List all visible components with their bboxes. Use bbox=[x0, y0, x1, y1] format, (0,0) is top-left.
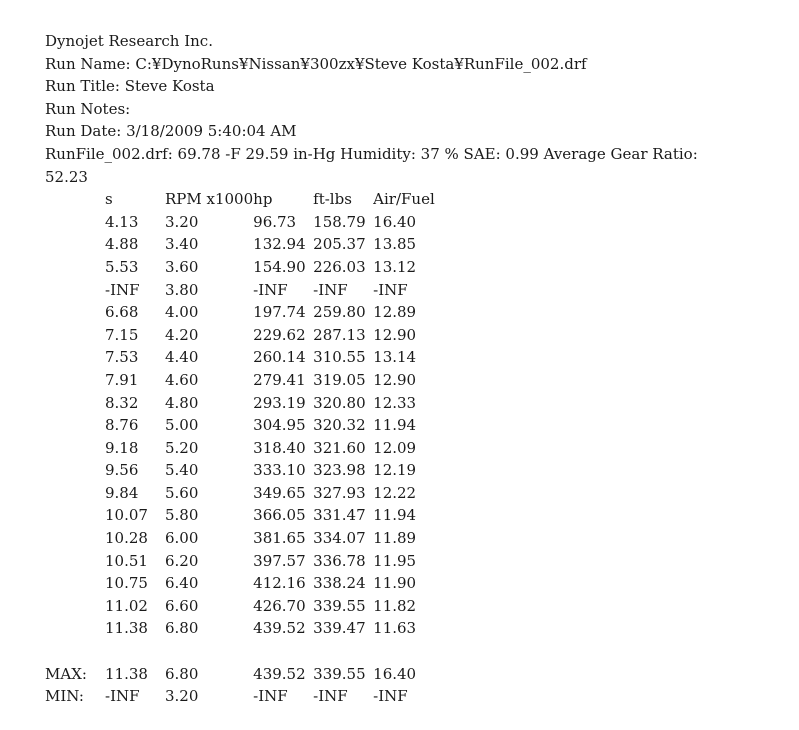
cell-rpm: 6.00 bbox=[165, 529, 199, 548]
cell-air-fuel: 11.94 bbox=[373, 416, 417, 435]
cell-hp: 349.65 bbox=[253, 483, 306, 502]
cell-rpm: 5.80 bbox=[165, 506, 199, 525]
gear-ratio-value: 52.23 bbox=[45, 167, 88, 186]
cell-torque: 226.03 bbox=[313, 257, 366, 276]
row-indent bbox=[45, 572, 105, 595]
cell-rpm: 6.60 bbox=[165, 596, 199, 615]
cell-s: 10.28 bbox=[105, 529, 148, 548]
cell-s: -INF bbox=[105, 280, 140, 299]
cell-air-fuel: 11.94 bbox=[373, 506, 417, 525]
cell-s: 9.56 bbox=[105, 461, 139, 480]
cell-s: 6.68 bbox=[105, 303, 139, 322]
cell-rpm: 4.40 bbox=[165, 348, 199, 367]
cell-rpm: 5.20 bbox=[165, 438, 199, 457]
cell-torque: 339.47 bbox=[313, 619, 366, 638]
row-indent bbox=[45, 279, 105, 302]
summary-cell-rpm: 3.20 bbox=[165, 687, 199, 706]
table-row bbox=[45, 504, 483, 527]
cell-air-fuel: 12.09 bbox=[373, 438, 417, 457]
cell-rpm: 6.80 bbox=[165, 619, 199, 638]
cell-hp: 366.05 bbox=[253, 506, 306, 525]
cell-torque: 334.07 bbox=[313, 529, 366, 548]
cell-s: 9.84 bbox=[105, 483, 139, 502]
cell-rpm: 4.20 bbox=[165, 325, 199, 344]
cell-rpm: 3.60 bbox=[165, 257, 199, 276]
column-header-rpm: RPM x1000 bbox=[165, 190, 254, 209]
dyno-report bbox=[45, 30, 785, 708]
table-header-row bbox=[45, 188, 483, 211]
row-indent bbox=[45, 256, 105, 279]
company-name: Dynojet Research Inc. bbox=[45, 32, 213, 50]
run-date: Run Date: 3/18/2009 5:40:04 AM bbox=[45, 122, 297, 141]
row-indent bbox=[45, 459, 105, 482]
summary-cell-air-fuel: -INF bbox=[373, 687, 408, 706]
column-header-hp: hp bbox=[253, 190, 273, 209]
cell-hp: 397.57 bbox=[253, 551, 306, 570]
row-indent bbox=[45, 414, 105, 437]
cell-rpm: 3.20 bbox=[165, 212, 199, 231]
run-notes: Run Notes: bbox=[45, 99, 131, 118]
summary-label: MIN: bbox=[45, 687, 84, 706]
summary-spacer bbox=[45, 640, 483, 663]
summary-cell-torque: 339.55 bbox=[313, 664, 366, 683]
cell-air-fuel: 12.22 bbox=[373, 483, 417, 502]
row-indent bbox=[45, 324, 105, 347]
cell-torque: 323.98 bbox=[313, 461, 366, 480]
table-row bbox=[45, 414, 483, 437]
cell-air-fuel: -INF bbox=[373, 280, 408, 299]
cell-s: 8.32 bbox=[105, 393, 139, 412]
cell-hp: 197.74 bbox=[253, 303, 306, 322]
cell-s: 10.75 bbox=[105, 574, 148, 593]
cell-air-fuel: 11.89 bbox=[373, 529, 417, 548]
cell-air-fuel: 13.85 bbox=[373, 235, 417, 254]
row-indent bbox=[45, 595, 105, 618]
row-indent bbox=[45, 301, 105, 324]
cell-s: 8.76 bbox=[105, 416, 139, 435]
table-row bbox=[45, 301, 483, 324]
cell-rpm: 5.40 bbox=[165, 461, 199, 480]
cell-air-fuel: 13.12 bbox=[373, 257, 417, 276]
row-indent bbox=[45, 437, 105, 460]
cell-torque: 321.60 bbox=[313, 438, 366, 457]
column-header-air-fuel: Air/Fuel bbox=[373, 190, 435, 209]
cell-rpm: 6.20 bbox=[165, 551, 199, 570]
cell-air-fuel: 11.90 bbox=[373, 574, 417, 593]
table-row bbox=[45, 324, 483, 347]
summary-cell-s: 11.38 bbox=[105, 664, 148, 683]
cell-hp: -INF bbox=[253, 280, 288, 299]
table-row bbox=[45, 279, 483, 302]
cell-torque: 339.55 bbox=[313, 596, 366, 615]
cell-s: 11.02 bbox=[105, 596, 148, 615]
row-indent bbox=[45, 550, 105, 573]
table-row bbox=[45, 595, 483, 618]
summary-cell-torque: -INF bbox=[313, 687, 348, 706]
cell-hp: 293.19 bbox=[253, 393, 306, 412]
cell-s: 4.88 bbox=[105, 235, 139, 254]
cell-rpm: 5.00 bbox=[165, 416, 199, 435]
column-header-torque: ft-lbs bbox=[313, 190, 352, 209]
summary-row bbox=[45, 685, 483, 708]
run-title: Run Title: Steve Kosta bbox=[45, 77, 215, 96]
cell-torque: 310.55 bbox=[313, 348, 366, 367]
table-row bbox=[45, 256, 483, 279]
cell-s: 7.53 bbox=[105, 348, 139, 367]
run-conditions: RunFile_002.drf: 69.78 -F 29.59 in-Hg Humidity: 37 % SAE: 0.99 Average Gear Ratio: bbox=[45, 144, 698, 163]
cell-air-fuel: 16.40 bbox=[373, 212, 417, 231]
row-indent bbox=[45, 392, 105, 415]
summary-row bbox=[45, 663, 483, 686]
row-label-header bbox=[45, 188, 105, 211]
cell-s: 11.38 bbox=[105, 619, 148, 638]
cell-air-fuel: 11.95 bbox=[373, 551, 417, 570]
cell-rpm: 4.60 bbox=[165, 370, 199, 389]
table-row bbox=[45, 437, 483, 460]
table-row bbox=[45, 527, 483, 550]
cell-torque: 336.78 bbox=[313, 551, 366, 570]
cell-torque: 327.93 bbox=[313, 483, 366, 502]
cell-hp: 154.90 bbox=[253, 257, 306, 276]
cell-rpm: 5.60 bbox=[165, 483, 199, 502]
summary-cell-s: -INF bbox=[105, 687, 140, 706]
cell-rpm: 3.40 bbox=[165, 235, 199, 254]
summary-label: MAX: bbox=[45, 664, 87, 683]
cell-hp: 279.41 bbox=[253, 370, 306, 389]
cell-torque: 320.80 bbox=[313, 393, 366, 412]
table-row bbox=[45, 369, 483, 392]
table-row bbox=[45, 572, 483, 595]
row-indent bbox=[45, 369, 105, 392]
cell-hp: 333.10 bbox=[253, 461, 306, 480]
run-name: Run Name: C:¥DynoRuns¥Nissan¥300zx¥Steve Kosta¥RunFile_002.drf bbox=[45, 54, 587, 73]
row-indent bbox=[45, 346, 105, 369]
cell-air-fuel: 12.90 bbox=[373, 325, 417, 344]
cell-torque: -INF bbox=[313, 280, 348, 299]
cell-s: 10.51 bbox=[105, 551, 148, 570]
table-row bbox=[45, 233, 483, 256]
table-row bbox=[45, 550, 483, 573]
table-row bbox=[45, 346, 483, 369]
cell-hp: 381.65 bbox=[253, 529, 306, 548]
row-indent bbox=[45, 527, 105, 550]
table-row bbox=[45, 617, 483, 640]
column-header-s: s bbox=[105, 190, 113, 209]
cell-hp: 318.40 bbox=[253, 438, 306, 457]
cell-air-fuel: 12.33 bbox=[373, 393, 417, 412]
cell-hp: 260.14 bbox=[253, 348, 306, 367]
cell-air-fuel: 13.14 bbox=[373, 348, 417, 367]
cell-torque: 319.05 bbox=[313, 370, 366, 389]
cell-rpm: 4.00 bbox=[165, 303, 199, 322]
cell-hp: 229.62 bbox=[253, 325, 306, 344]
cell-air-fuel: 11.82 bbox=[373, 596, 417, 615]
spacer-cell bbox=[45, 640, 483, 663]
row-indent bbox=[45, 211, 105, 234]
cell-torque: 331.47 bbox=[313, 506, 366, 525]
cell-torque: 259.80 bbox=[313, 303, 366, 322]
cell-torque: 320.32 bbox=[313, 416, 366, 435]
cell-torque: 287.13 bbox=[313, 325, 366, 344]
cell-rpm: 4.80 bbox=[165, 393, 199, 412]
row-indent bbox=[45, 617, 105, 640]
summary-cell-air-fuel: 16.40 bbox=[373, 664, 417, 683]
cell-air-fuel: 12.19 bbox=[373, 461, 417, 480]
table-row bbox=[45, 482, 483, 505]
cell-s: 4.13 bbox=[105, 212, 139, 231]
cell-hp: 132.94 bbox=[253, 235, 306, 254]
cell-s: 7.91 bbox=[105, 370, 139, 389]
summary-cell-rpm: 6.80 bbox=[165, 664, 199, 683]
cell-hp: 439.52 bbox=[253, 619, 306, 638]
table-row bbox=[45, 459, 483, 482]
cell-s: 10.07 bbox=[105, 506, 148, 525]
row-indent bbox=[45, 233, 105, 256]
table-summary bbox=[45, 640, 483, 708]
table-body bbox=[45, 211, 483, 640]
row-indent bbox=[45, 504, 105, 527]
cell-torque: 338.24 bbox=[313, 574, 366, 593]
cell-torque: 158.79 bbox=[313, 212, 366, 231]
cell-rpm: 3.80 bbox=[165, 280, 199, 299]
cell-s: 5.53 bbox=[105, 257, 139, 276]
table-row bbox=[45, 392, 483, 415]
row-indent bbox=[45, 482, 105, 505]
cell-torque: 205.37 bbox=[313, 235, 366, 254]
cell-air-fuel: 12.89 bbox=[373, 303, 417, 322]
cell-hp: 412.16 bbox=[253, 574, 306, 593]
cell-hp: 426.70 bbox=[253, 596, 306, 615]
cell-s: 9.18 bbox=[105, 438, 139, 457]
table-row bbox=[45, 211, 483, 234]
cell-hp: 96.73 bbox=[253, 212, 297, 231]
summary-cell-hp: 439.52 bbox=[253, 664, 306, 683]
summary-cell-hp: -INF bbox=[253, 687, 288, 706]
cell-air-fuel: 11.63 bbox=[373, 619, 417, 638]
cell-s: 7.15 bbox=[105, 325, 139, 344]
dyno-data-table bbox=[45, 188, 483, 708]
cell-rpm: 6.40 bbox=[165, 574, 199, 593]
cell-air-fuel: 12.90 bbox=[373, 370, 417, 389]
cell-hp: 304.95 bbox=[253, 416, 306, 435]
